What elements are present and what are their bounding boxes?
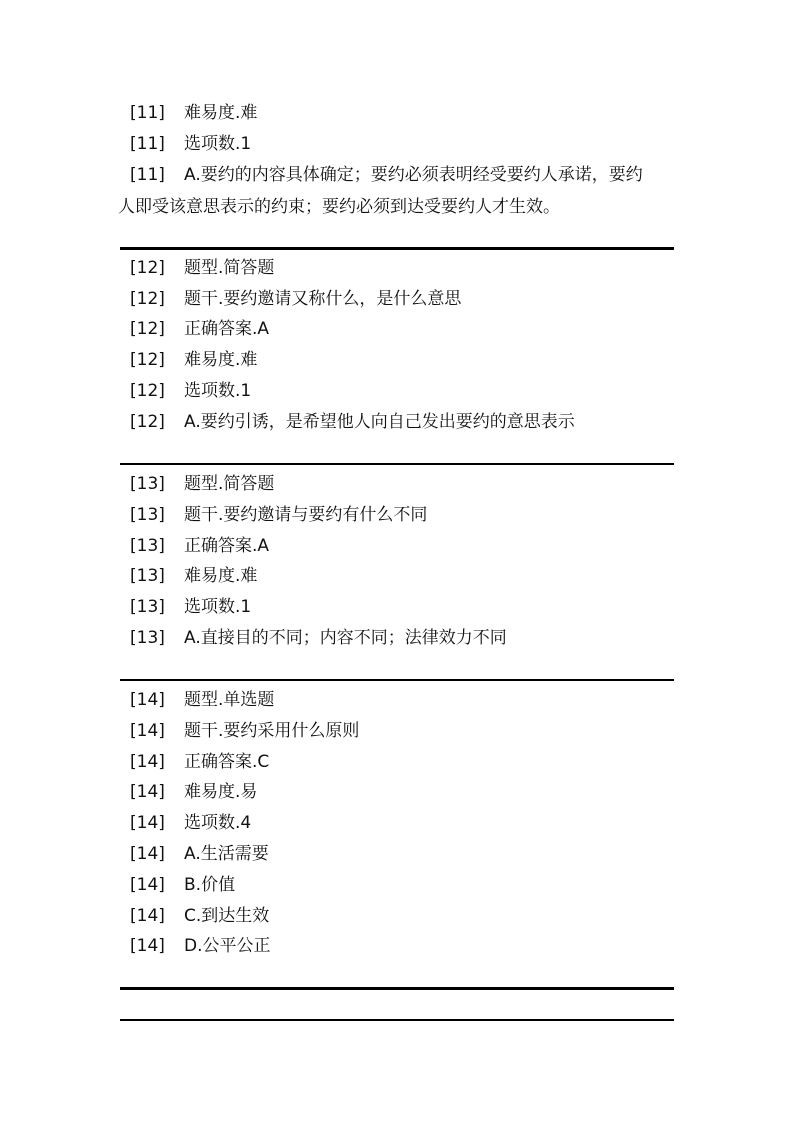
item-number: [14]	[130, 782, 165, 802]
line-text: 选项数.1	[184, 597, 252, 617]
item-number: [14]	[130, 690, 165, 710]
separator-rule	[120, 679, 674, 681]
line-14-type	[130, 689, 274, 711]
line-text: 难易度.难	[184, 566, 258, 586]
line-11-option-a	[130, 164, 643, 186]
line-14-option-count	[130, 812, 251, 834]
line-12-option-count	[130, 380, 251, 402]
line-12-difficulty	[130, 349, 257, 371]
separator-rule	[120, 463, 674, 465]
item-number: [12]	[130, 289, 165, 309]
line-text: 难易度.难	[184, 103, 258, 123]
separator-rule	[120, 987, 674, 990]
line-12-option-a	[130, 411, 575, 433]
line-14-stem	[130, 720, 359, 742]
item-number: [11]	[130, 103, 165, 123]
item-number: [12]	[130, 258, 165, 278]
item-number: [12]	[130, 412, 165, 432]
line-text: 正确答案.A	[184, 536, 270, 556]
line-text: 选项数.1	[184, 381, 252, 401]
line-14-option-a	[130, 843, 269, 865]
line-13-stem	[130, 504, 427, 526]
line-text: 题型.简答题	[184, 474, 275, 494]
line-text: 题干.要约采用什么原则	[184, 721, 360, 741]
item-number: [11]	[130, 165, 165, 185]
line-text: D.公平公正	[184, 936, 271, 956]
line-12-type	[130, 257, 274, 279]
item-number: [14]	[130, 721, 165, 741]
line-13-answer	[130, 535, 269, 557]
line-text: C.到达生效	[184, 906, 270, 926]
line-12-answer	[130, 318, 269, 340]
line-text: A.要约的内容具体确定；要约必须表明经受要约人承诺，要约	[184, 165, 643, 185]
item-number: [14]	[130, 813, 165, 833]
item-number: [14]	[130, 906, 165, 926]
item-number: [14]	[130, 875, 165, 895]
line-text: 正确答案.A	[184, 319, 270, 339]
line-text: B.价值	[184, 875, 236, 895]
line-text: 选项数.4	[184, 813, 252, 833]
line-11-option-count	[130, 133, 251, 155]
line-text: A.直接目的不同；内容不同；法律效力不同	[184, 628, 507, 648]
line-text: A.要约引诱，是希望他人向自己发出要约的意思表示	[184, 412, 575, 432]
item-number: [14]	[130, 936, 165, 956]
line-text: 题干.要约邀请又称什么，是什么意思	[184, 289, 462, 309]
line-14-answer	[130, 751, 269, 773]
item-number: [13]	[130, 628, 165, 648]
item-number: [13]	[130, 597, 165, 617]
item-number: [13]	[130, 505, 165, 525]
line-14-option-d	[130, 935, 271, 957]
line-text: 选项数.1	[184, 134, 252, 154]
line-13-type	[130, 473, 274, 495]
item-number: [14]	[130, 752, 165, 772]
line-14-option-c	[130, 905, 269, 927]
separator-rule	[120, 247, 674, 250]
line-13-option-a	[130, 627, 507, 649]
line-12-stem	[130, 288, 461, 310]
line-text: 题型.简答题	[184, 258, 275, 278]
line-text: 题干.要约邀请与要约有什么不同	[184, 505, 428, 525]
item-number: [13]	[130, 536, 165, 556]
line-13-option-count	[130, 596, 251, 618]
line-13-difficulty	[130, 565, 257, 587]
line-text: A.生活需要	[184, 844, 269, 864]
line-text: 难易度.难	[184, 350, 258, 370]
item-number: [12]	[130, 319, 165, 339]
line-text: 难易度.易	[184, 782, 258, 802]
line-11-difficulty	[130, 102, 257, 124]
item-number: [13]	[130, 566, 165, 586]
line-14-option-b	[130, 874, 235, 896]
line-text: 题型.单选题	[184, 690, 275, 710]
separator-rule	[120, 1019, 674, 1021]
item-number: [13]	[130, 474, 165, 494]
item-number: [12]	[130, 381, 165, 401]
line-11-option-a-continuation: 人即受该意思表示的约束；要约必须到达受要约人才生效。	[118, 197, 560, 217]
item-number: [11]	[130, 134, 165, 154]
line-14-difficulty	[130, 781, 257, 803]
line-text: 正确答案.C	[184, 752, 270, 772]
item-number: [12]	[130, 350, 165, 370]
item-number: [14]	[130, 844, 165, 864]
